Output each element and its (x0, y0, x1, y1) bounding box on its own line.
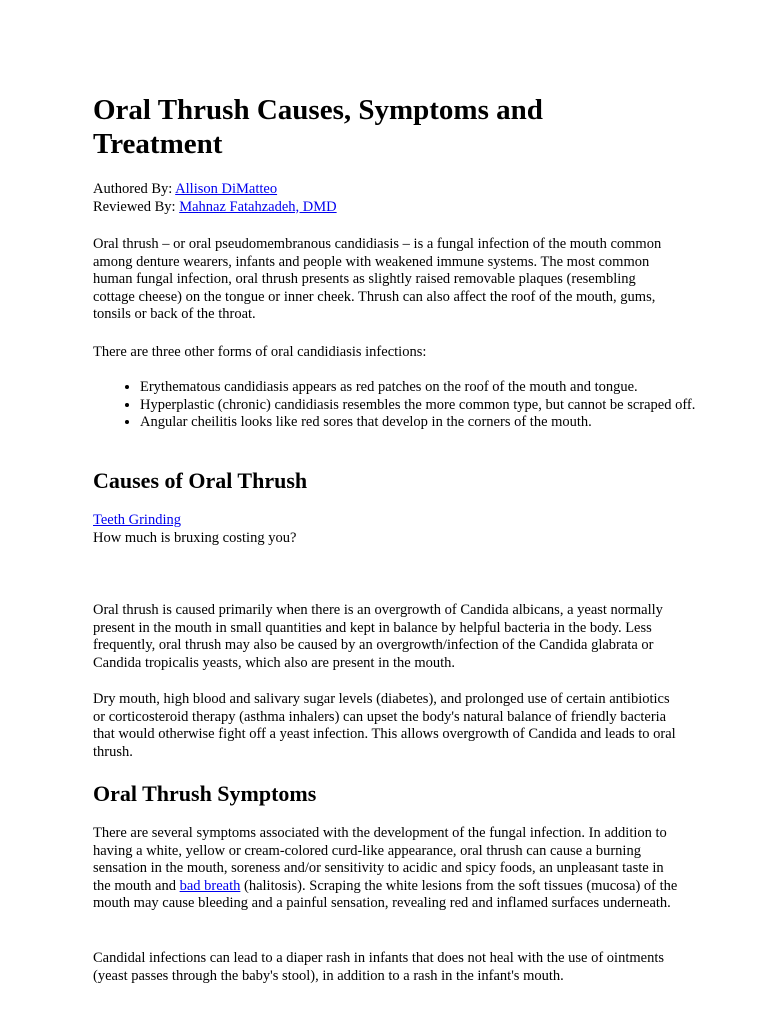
causes-paragraph-1: Oral thrush is caused primarily when there is an overgrowth of Candida albicans, a yeast normally present in the mouth in small quantities and kept in balance by helpful bacteria in the body. Less frequently, oral thrush may also be caused by an overgrowth/infection of the Candida glabrata or Candida tropicalis yeasts, which also are present in the mouth. (93, 602, 663, 671)
reviewed-by-label: Reviewed By: (93, 198, 180, 215)
reviewed-by-line (93, 199, 678, 217)
promo-text: How much is bruxing costing you? (93, 529, 297, 546)
symptoms-text-after-link: (halitosis). Scraping the white lesions from the soft tissues (mucosa) of the mouth may cause bleeding and a painful sensation, revealing red and inflamed surfaces underneath. (93, 877, 678, 911)
reviewer-link[interactable]: Mahnaz Fatahzadeh, DMD (179, 198, 337, 215)
symptoms-paragraph-2: Candidal infections can lead to a diaper rash in infants that does not heal with the use of ointments (yeast passes through the baby's stool), in addition to a rash in the infant's mouth. (93, 950, 664, 984)
page-title: Oral Thrush Causes, Symptoms and Treatment (93, 94, 543, 160)
list-item: • Hyperplastic (chronic) candidiasis resembles the more common type, but cannot be scraped off. (140, 397, 725, 415)
forms-list (93, 379, 725, 432)
causes-heading: Causes of Oral Thrush (93, 468, 308, 493)
authored-by-line (93, 181, 678, 199)
symptoms-text-before-link: There are several symptoms associated with the development of the fungal infection. In addition to having a white, yellow or cream-colored curd-like appearance, oral thrush can cause a burning sensation in the mouth, soreness and/or sensitivity to acidic and spicy foods, an unpleasant taste in the mouth and (93, 825, 667, 894)
symptoms-heading: Oral Thrush Symptoms (93, 781, 317, 806)
symptoms-paragraph-1 (93, 825, 678, 913)
causes-paragraph-2: Dry mouth, high blood and salivary sugar levels (diabetes), and prolonged use of certain antibiotics or corticosteroid therapy (asthma inhalers) can upset the body's natural balance of friendly bacteria that would otherwise fight off a yeast infection. This allows overgrowth of Candida and leads to oral thrush. (93, 691, 676, 760)
bad-breath-link[interactable]: bad breath (179, 877, 241, 894)
forms-intro-paragraph: There are three other forms of oral candidiasis infections: (93, 344, 427, 360)
list-item: • Erythematous candidiasis appears as red patches on the roof of the mouth and tongue. (140, 379, 725, 397)
authored-by-label: Authored By: (93, 181, 176, 197)
author-link[interactable]: Allison DiMatteo (175, 181, 278, 197)
intro-paragraph: Oral thrush – or oral pseudomembranous candidiasis – is a fungal infection of the mouth common among denture wearers, infants and people with weakened immune systems. The most common human fungal infection, oral thrush presents as slightly raised removable plaques (resembling cottage cheese) on the tongue or inner cheek. Thrush can also affect the roof of the mouth, gums, tonsils or back of the throat. (93, 236, 662, 322)
list-item: • Angular cheilitis looks like red sores that develop in the corners of the mouth. (140, 414, 725, 432)
byline (93, 181, 678, 216)
teeth-grinding-link[interactable]: Teeth Grinding (93, 512, 181, 528)
promo-block (93, 512, 678, 547)
